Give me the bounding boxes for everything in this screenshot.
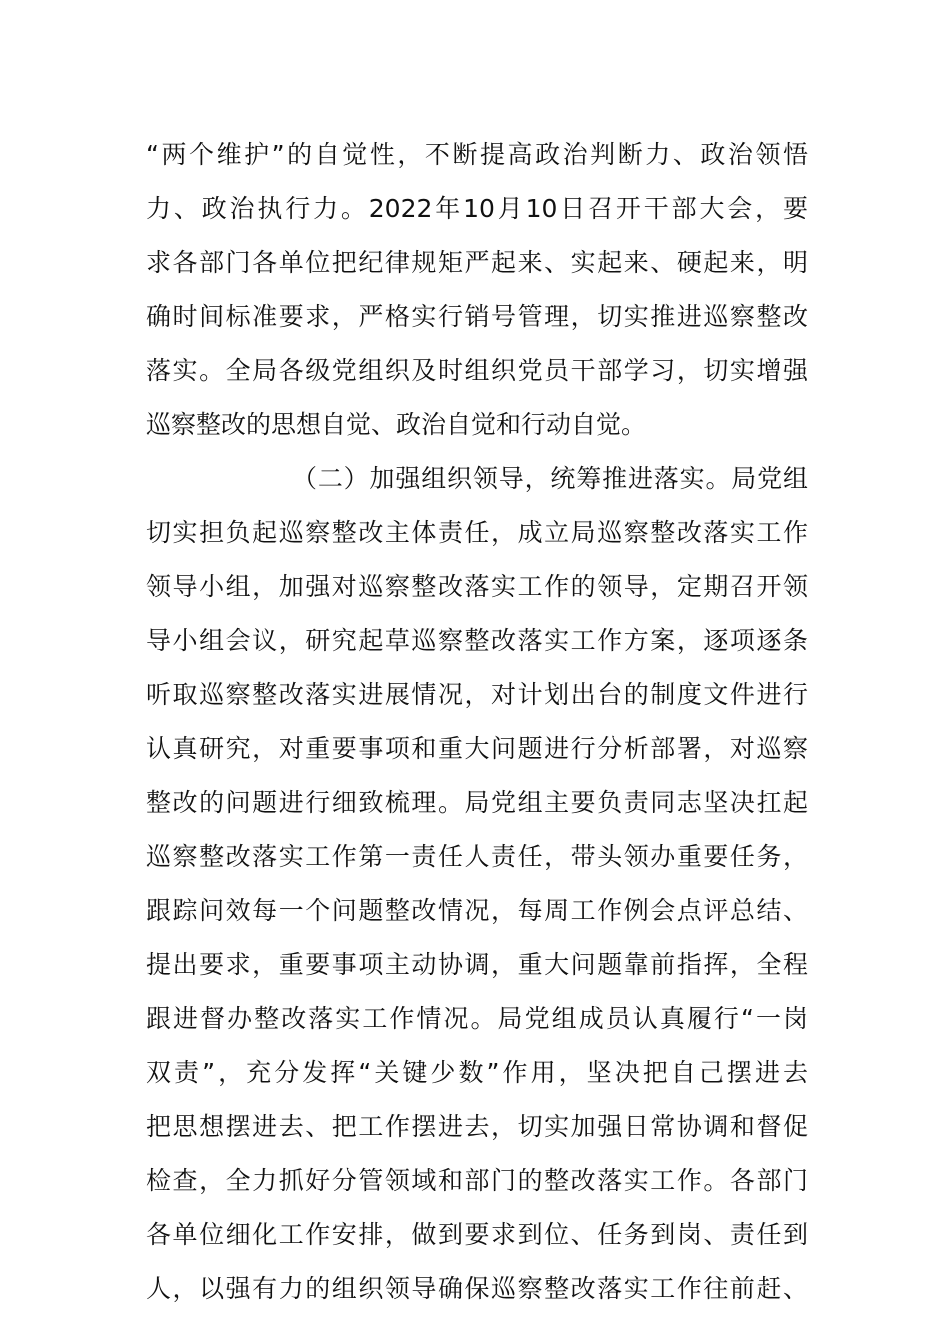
document-body — [146, 128, 808, 1316]
text-line: 整改的问题进行细致梳理。局党组主要负责同志坚决扛起 — [146, 788, 808, 817]
text-line: 确时间标准要求，严格实行销号管理，切实推进巡察整改 — [146, 302, 808, 331]
text-line: 巡察整改的思想自觉、政治自觉和行动自觉。 — [146, 410, 647, 439]
text-line: 人，以强有力的组织领导确保巡察整改落实工作往前赶、 — [146, 1274, 808, 1303]
text-line: 求各部门各单位把纪律规矩严起来、实起来、硬起来，明 — [146, 248, 808, 277]
text-line: 把思想摆进去、把工作摆进去，切实加强日常协调和督促 — [146, 1112, 808, 1141]
text-line: “两个维护”的自觉性，不断提高政治判断力、政治领悟 — [146, 140, 808, 169]
section-heading-line: （二）加强组织领导，统筹推进落实。局党组 — [292, 464, 808, 493]
text-line: 听取巡察整改落实进展情况，对计划出台的制度文件进行 — [146, 680, 808, 709]
text-line: 领导小组，加强对巡察整改落实工作的领导，定期召开领 — [146, 572, 808, 601]
text-line: 落实。全局各级党组织及时组织党员干部学习，切实增强 — [146, 356, 808, 385]
text-line: 跟进督办整改落实工作情况。局党组成员认真履行“一岗 — [146, 1004, 808, 1033]
text-line: 导小组会议，研究起草巡察整改落实工作方案，逐项逐条 — [146, 626, 808, 655]
paragraph-1 — [146, 128, 808, 452]
text-line: 检查，全力抓好分管领域和部门的整改落实工作。各部门 — [146, 1166, 808, 1195]
text-line: 巡察整改落实工作第一责任人责任，带头领办重要任务， — [146, 842, 808, 871]
text-line: 提出要求，重要事项主动协调，重大问题靠前指挥，全程 — [146, 950, 808, 979]
text-line: 跟踪问效每一个问题整改情况，每周工作例会点评总结、 — [146, 896, 808, 925]
text-line: 认真研究，对重要事项和重大问题进行分析部署，对巡察 — [146, 734, 808, 763]
paragraph-2 — [146, 452, 808, 1316]
text-line: 切实担负起巡察整改主体责任，成立局巡察整改落实工作 — [146, 518, 808, 547]
text-line: 双责”，充分发挥“关键少数”作用，坚决把自己摆进去 — [146, 1058, 808, 1087]
text-line: 力、政治执行力。2022年10月10日召开干部大会，要 — [146, 194, 808, 223]
text-line: 各单位细化工作安排，做到要求到位、任务到岗、责任到 — [146, 1220, 808, 1249]
